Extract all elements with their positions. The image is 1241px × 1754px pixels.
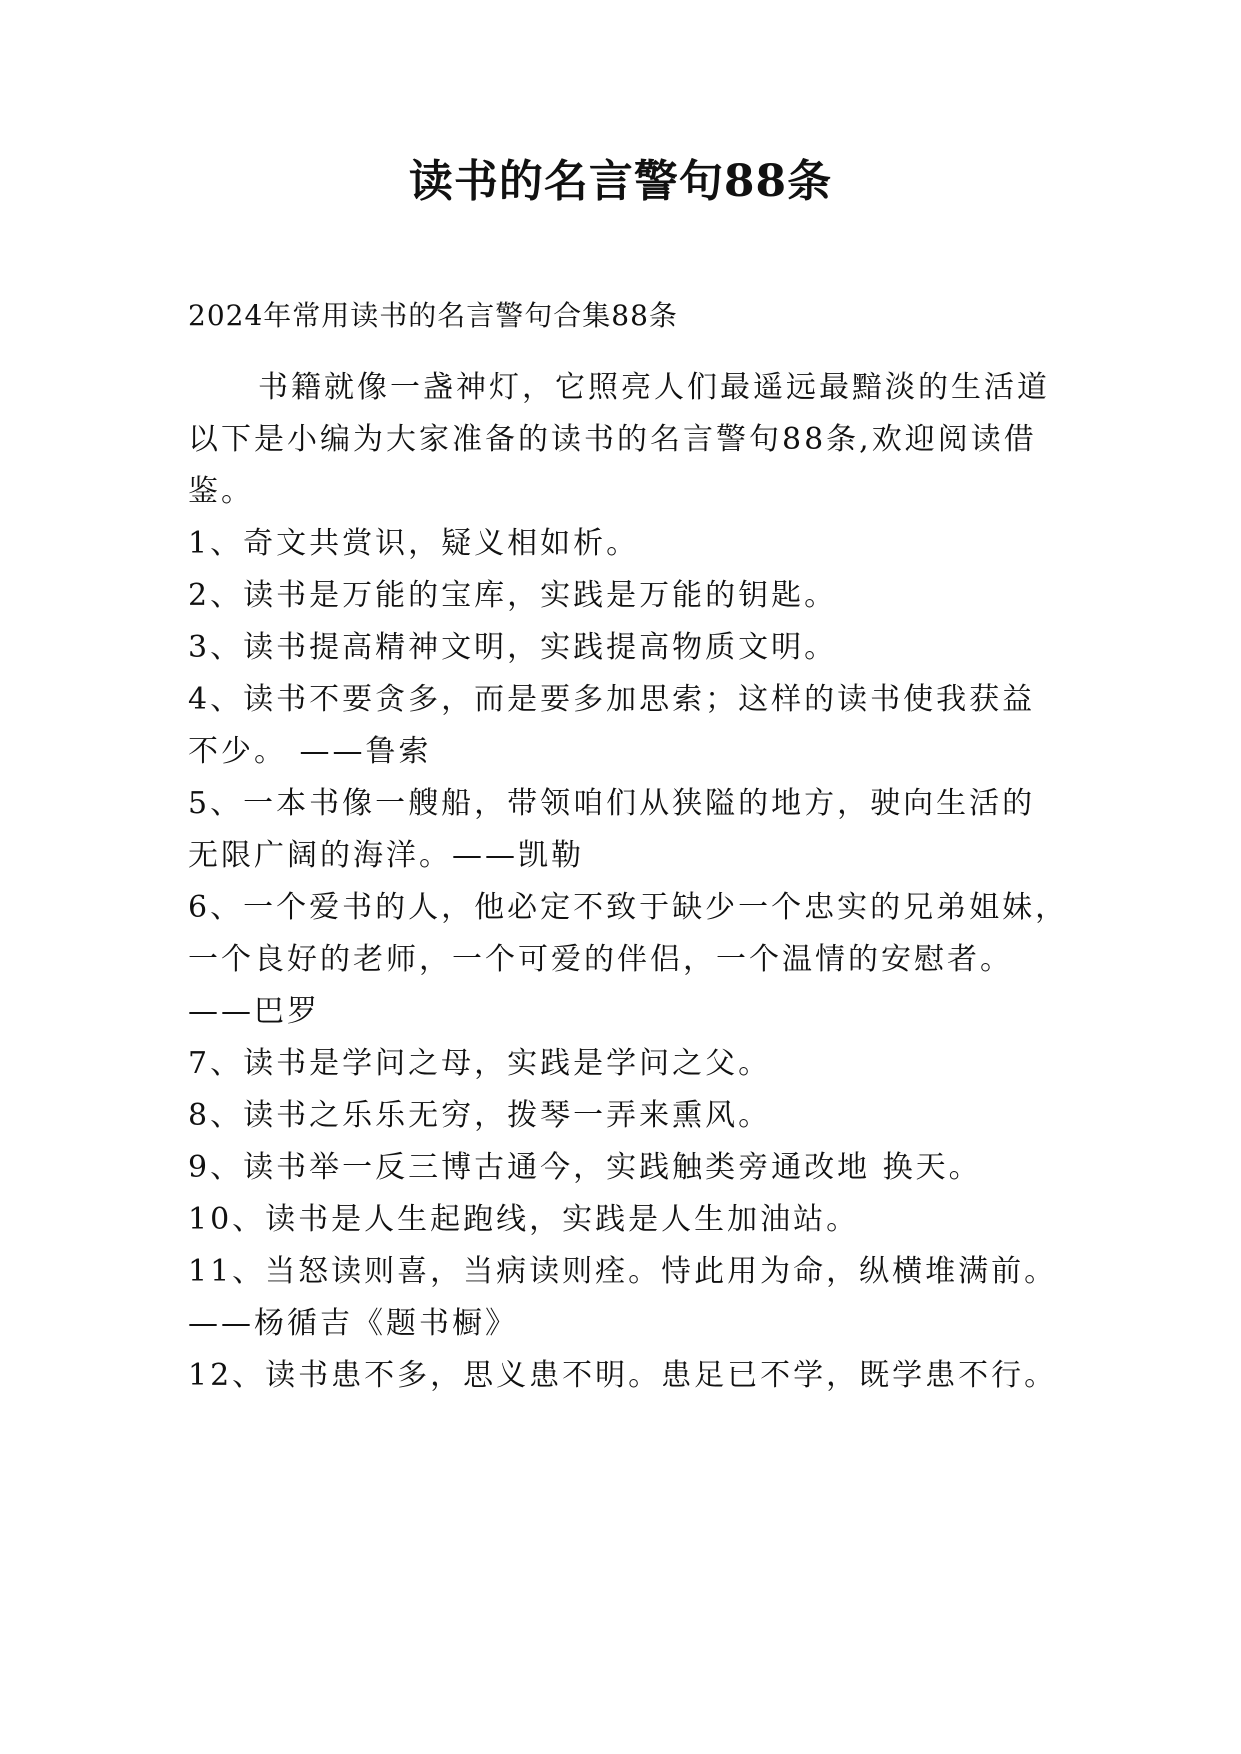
document-title: 读书的名言警句88条 [408, 156, 833, 207]
quote-line-5b: 无限广阔的海洋。——凯勒 [188, 838, 584, 873]
quote-line-1: 1、奇文共赏识，疑义相如析。 [188, 526, 640, 561]
quote-line-11b: ——杨循吉《题书橱》 [188, 1306, 518, 1341]
intro-line-1: 书籍就像一盏神灯，它照亮人们最遥远最黯淡的生活道 [258, 370, 1050, 405]
quote-line-6b: 一个良好的老师，一个可爱的伴侣，一个温情的安慰者。 [188, 942, 1013, 977]
intro-line-2: 以下是小编为大家准备的读书的名言警句88条,欢迎阅读借 [188, 422, 1037, 457]
quote-line-5a: 5、一本书像一艘船，带领咱们从狭隘的地方，驶向生活的 [188, 786, 1036, 821]
quote-line-2: 2、读书是万能的宝库，实践是万能的钥匙。 [188, 578, 838, 613]
quote-line-6c: ——巴罗 [188, 994, 320, 1029]
quote-line-7: 7、读书是学问之母，实践是学问之父。 [188, 1046, 772, 1081]
quote-line-11a: 11、当怒读则喜，当病读则痊。恃此用为命，纵横堆满前。 [188, 1254, 1058, 1289]
intro-line-3: 鉴。 [188, 474, 254, 509]
quote-line-3: 3、读书提高精神文明，实践提高物质文明。 [188, 630, 838, 665]
quote-line-10: 10、读书是人生起跑线，实践是人生加油站。 [188, 1202, 860, 1237]
quote-line-12: 12、读书患不多，思义患不明。患足已不学，既学患不行。 [188, 1358, 1058, 1393]
quote-line-9: 9、读书举一反三博古通今，实践触类旁通改地 换天。 [188, 1150, 982, 1185]
quote-line-8: 8、读书之乐乐无穷，拨琴一弄来熏风。 [188, 1098, 772, 1133]
quote-line-4a: 4、读书不要贪多，而是要多加思索；这样的读书使我获益 [188, 682, 1036, 717]
quote-line-6a: 6、一个爱书的人，他必定不致于缺少一个忠实的兄弟姐妹， [188, 890, 1069, 925]
quote-line-4b: 不少。 ——鲁索 [188, 734, 432, 769]
document-subtitle: 2024年常用读书的名言警句合集88条 [188, 299, 678, 332]
